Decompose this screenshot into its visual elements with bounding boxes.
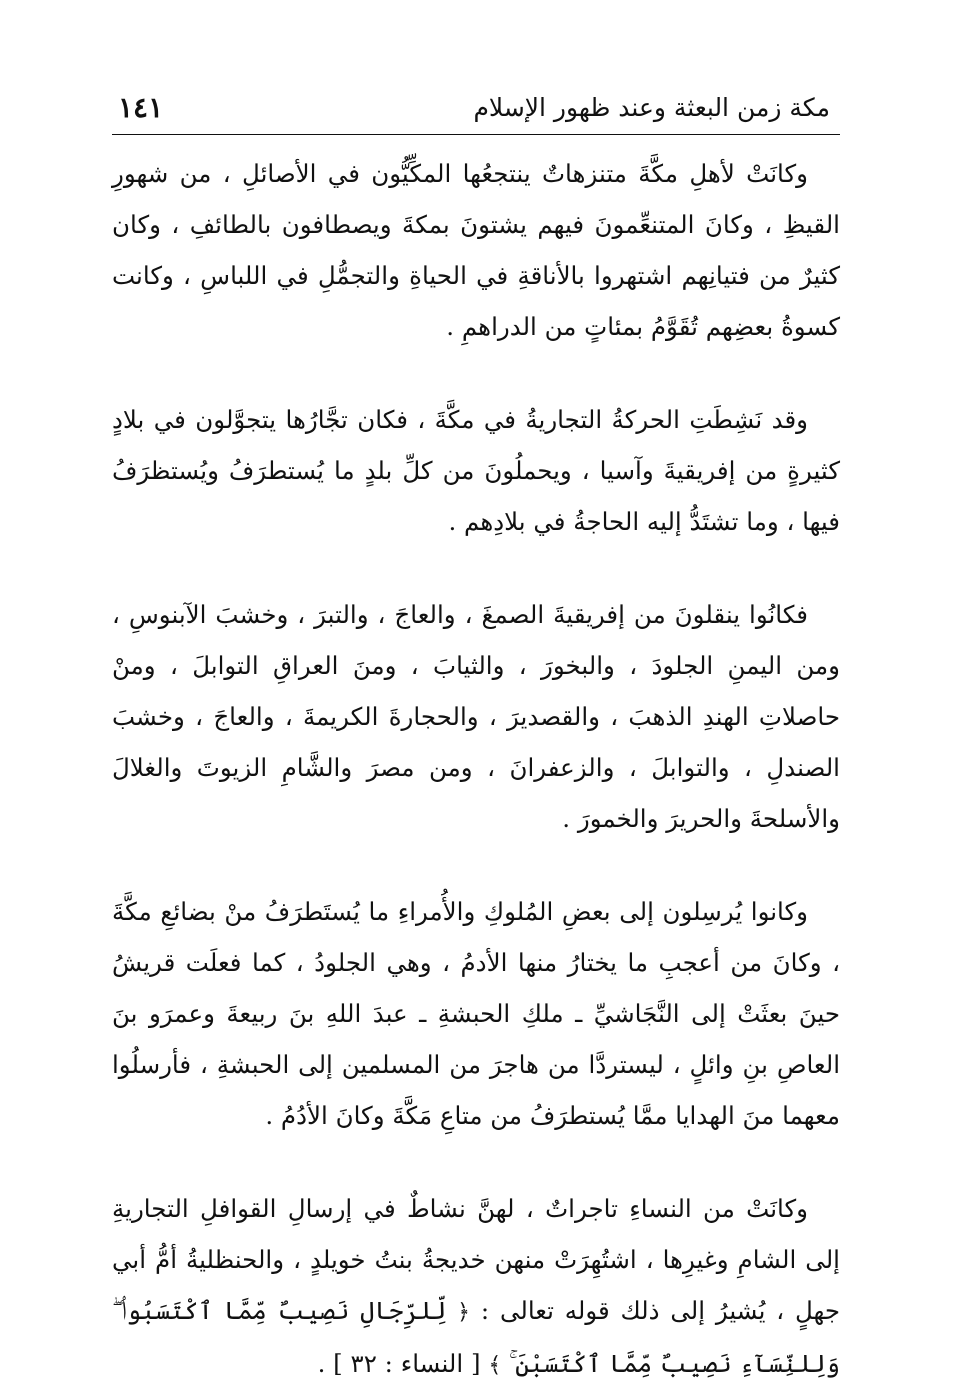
paragraph-goods: فكانُوا ينقلونَ من إفريقيةَ الصمغَ ، والعاجَ ، والتبرَ ، وخشبَ الآبنوسِ ، ومن اليمنِ الجلودَ ، والبخورَ ، والثيابَ ، ومنَ العراقِ التوابلَ ، ومنْ حاصلاتِ الهندِ الذهبَ ، والقصديرَ ، والحجارةَ الكريمةَ ، والعاجَ ، وخشبَ الصندلِ ، والتوابلَ ، والزعفرانَ ، ومن مصرَ والشَّامِ الزيوتَ والغلالَ والأسلحةَ والحريرَ والخمورَ . xyxy=(112,600,840,833)
verse-citation: [ النساء : ٣٢ ] xyxy=(333,1349,481,1378)
running-title: مكة زمن البعثة وعند ظهور الإسلام xyxy=(473,93,830,122)
quran-close-bracket: ﴾ xyxy=(488,1353,502,1378)
paragraph-leisure: وكانَتْ لأهلِ مكَّةَ متنزهاتٌ ينتجعُها المكِّيُّون في الأصائلِ ، من شهورِ القيظِ ، وكانَ المتنعِّمونَ فيهم يشتونَ بمكةَ ويصطافون بالطائفِ ، وكان كثيرٌ من فتيانِهم اشتهروا بالأناقةِ في الحياةِ والتجمُّلِ في اللباسِ ، وكانت كسوةُ بعضِهم تُقَوَّمُ بمئاتٍ من الدراهمِ . xyxy=(112,159,840,341)
women-traders-text: وكانَتْ من النساءِ تاجراتٌ ، لهنَّ نشاطٌ في إرسالِ القوافلِ التجاريةِ إلى الشامِ وغيرِها ، اشتُهِرَتْ منهن خديجةُ بنتُ خويلدٍ ، والحنظليةُ أمُّ أبي جهلٍ ، يُشيرُ إلى ذلك قوله تعالى : xyxy=(112,1194,840,1325)
body-text xyxy=(112,148,840,1391)
quran-verse: لِّلرِّجَالِ نَصِيبٌ مِّمَّا ٱكْتَسَبُوا۟ ۖ وَلِلنِّسَآءِ نَصِيبٌ مِّمَّا ٱكْتَسَبْنَ ۚ xyxy=(112,1296,840,1378)
paragraph-end-mark: . xyxy=(317,1349,326,1378)
header-divider xyxy=(112,134,840,135)
quran-open-bracket: ﴿ xyxy=(457,1300,471,1325)
page-header xyxy=(118,88,840,128)
paragraph-women-traders xyxy=(112,1183,840,1391)
paragraph-gifts: وكانوا يُرسِلون إلى بعضِ المُلوكِ والأُمراءِ ما يُستَطرَفُ منْ بضائعِ مكَّةَ ، وكانَ من أعجبِ ما يختارُ منها الأدمُ ، وهي الجلودُ ، كما فعلَت قريشُ حينَ بعثَتْ إلى النَّجَاشيِّ ـ ملكِ الحبشةِ ـ عبدَ اللهِ بنَ ربيعةَ وعمرَو بنَ العاصِ بنِ وائلٍ ، ليستردَّا من هاجرَ من المسلمين إلى الحبشةِ ، فأرسلُوا معهما منَ الهدايا ممَّا يُستطرَفُ من متاعِ مَكَّةَ وكانَ الأدُمُ . xyxy=(112,897,840,1130)
page-number: ١٤١ xyxy=(118,91,164,124)
paragraph-trade: وقد نَشِطَتِ الحركةُ التجاريةُ في مكَّةَ ، فكان تجَّارُها يتجوَّلون في بلادٍ كثيرةٍ من إفريقيةَ وآسيا ، ويحملُونَ من كلِّ بلدٍ ما يُستطرَفُ ويُستظرَفُ فيها ، وما تشتَدُّ إليه الحاجةُ في بلادِهم . xyxy=(112,405,840,536)
